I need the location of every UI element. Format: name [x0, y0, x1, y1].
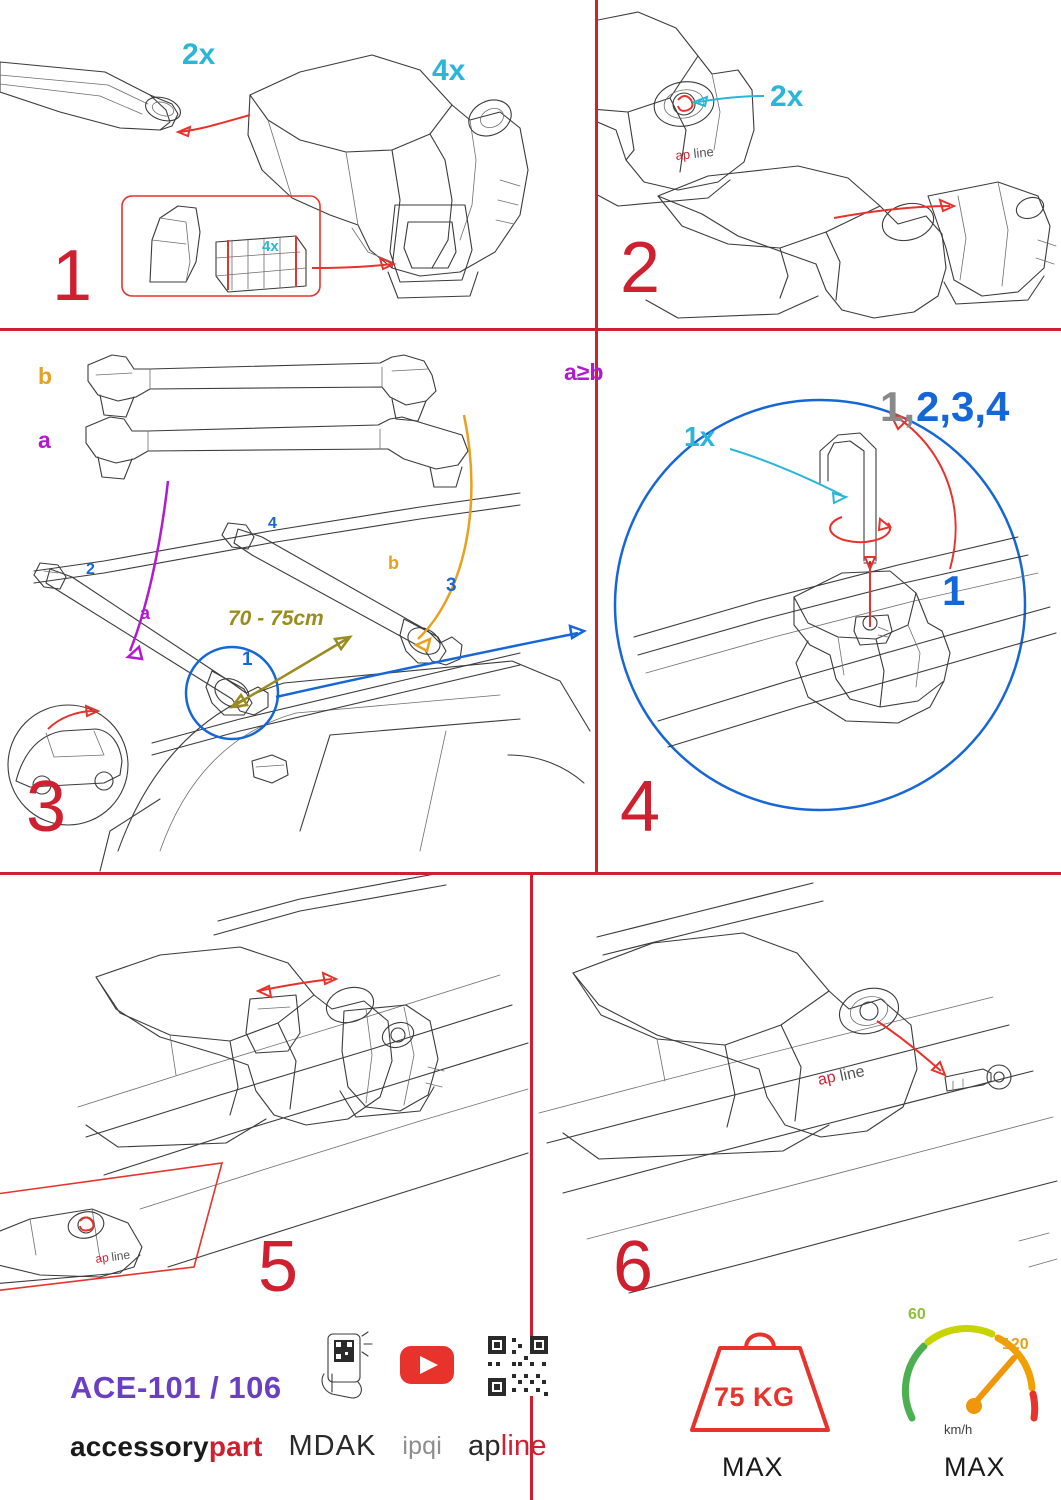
- step-3-bar-num-2: 2: [86, 561, 95, 578]
- weight-limit-icon: [680, 1318, 840, 1438]
- svg-text:line: line: [110, 1247, 131, 1264]
- step-1-qty-2x: 2x: [182, 38, 216, 71]
- footer-icons: [318, 1330, 578, 1410]
- brand-accessorypart-first: accessory: [70, 1431, 209, 1462]
- brand-row: [70, 1432, 547, 1461]
- step-4-sequence-grey: 1,: [880, 383, 916, 430]
- step-3-number: 3: [26, 767, 68, 847]
- product-model: ACE-101 / 106: [70, 1370, 282, 1405]
- step-3-arrow-label-b: b: [388, 553, 399, 573]
- step-2-panel: [598, 0, 1061, 328]
- step-2-qty-2x: 2x: [770, 80, 804, 113]
- step-5-number: 5: [258, 1227, 300, 1307]
- step-3-arrow-label-a: a: [140, 603, 151, 623]
- svg-text:ap: ap: [674, 146, 691, 163]
- step-3-bar-num-1: 1: [242, 649, 253, 670]
- qr-hand-icon: [322, 1332, 372, 1398]
- speed-unit: km/h: [944, 1422, 973, 1437]
- youtube-icon: [400, 1346, 454, 1384]
- speed-tick-min: 60: [908, 1306, 926, 1323]
- brand-accessorypart-second: part: [208, 1431, 263, 1462]
- weight-limit-label: MAX: [722, 1452, 784, 1482]
- brand-apline-second: line: [500, 1430, 547, 1462]
- brand-apline-first: ap: [468, 1430, 501, 1462]
- brand-accessorypart: [70, 1433, 263, 1461]
- step-3-compare-label: a≥b: [564, 359, 604, 385]
- step-3-illustration: [0, 331, 595, 872]
- step-3-bar-num-3: 3: [446, 575, 457, 596]
- speed-tick-max: 120: [1002, 1336, 1029, 1353]
- step-2-illustration: [598, 0, 1061, 328]
- step-4-sequence-blue: 2,3,4: [916, 383, 1010, 430]
- svg-text:line: line: [838, 1063, 867, 1085]
- step-1-number: 1: [52, 236, 94, 316]
- svg-text:line: line: [692, 143, 715, 161]
- step-3-label-a: a: [38, 427, 51, 453]
- step-6-number: 6: [613, 1227, 655, 1307]
- step-3-dimension: 70 - 75cm: [228, 607, 324, 630]
- svg-text:ap: ap: [816, 1068, 838, 1089]
- step-1-panel: [0, 0, 595, 328]
- step-3-label-b: b: [38, 363, 53, 389]
- brand-apline: [468, 1432, 547, 1461]
- step-1-qty-4x: 4x: [432, 54, 466, 87]
- step-4-panel: [564, 331, 1061, 872]
- step-2-number: 2: [620, 228, 662, 308]
- step-1-inset-qty-4x: 4x: [262, 238, 279, 255]
- speed-limit-icon: [888, 1312, 1058, 1442]
- step-3-panel: [0, 331, 595, 872]
- qr-code-icon: [488, 1336, 548, 1396]
- brand-mdak: MDAK: [288, 1430, 377, 1462]
- speed-limit-label: MAX: [944, 1452, 1006, 1482]
- step-4-number: 4: [620, 767, 662, 847]
- weight-limit-value: 75 KG: [714, 1382, 795, 1412]
- step-4-turn-count: 1: [942, 567, 966, 614]
- svg-text:ap: ap: [94, 1250, 110, 1266]
- step-5-panel: [0, 875, 530, 1315]
- step-4-qty-1x: 1x: [684, 421, 716, 452]
- step-6-panel: [533, 875, 1061, 1315]
- brand-ipqi: ipqi: [402, 1432, 443, 1460]
- step-3-bar-num-4: 4: [268, 515, 277, 532]
